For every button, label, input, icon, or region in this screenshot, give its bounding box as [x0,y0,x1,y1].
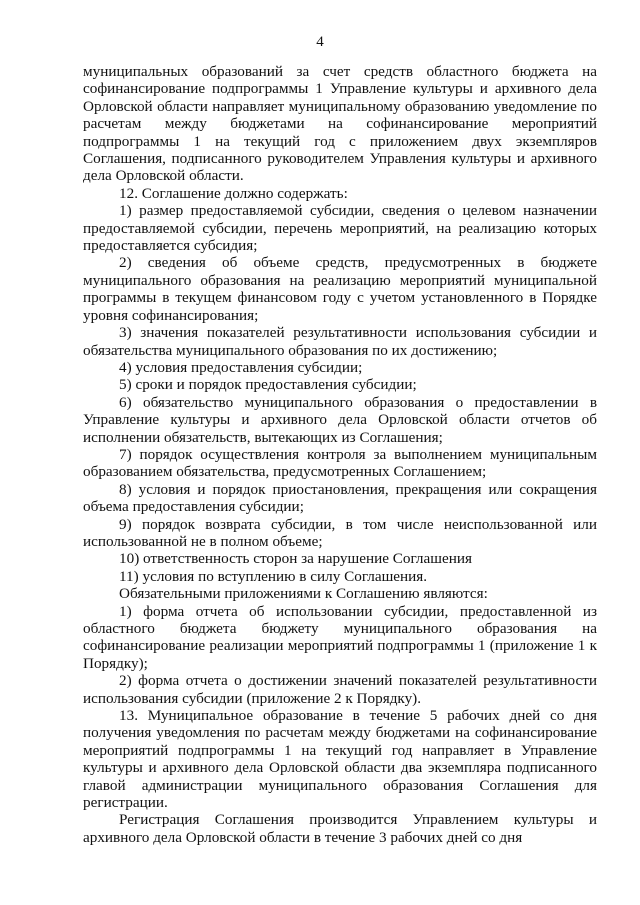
paragraph-appendices-heading: Обязательными приложениями к Соглашению являются: [119,585,488,603]
paragraph-registration: Регистрация Соглашения производится Управлением культуры и архивного дела Орловской области в течение 3 рабочих дней со дня [83,811,597,846]
page-number: 4 [316,34,324,50]
paragraph-list-item: 1) размер предоставляемой субсидии, сведения о целевом назначении предоставляемой субсидии, перечень мероприятий, на реализацию которых предоставляется субсидия; [83,202,597,255]
paragraph-item-12-heading: 12. Соглашение должно содержать: [119,184,348,202]
paragraph-list-item: 2) сведения об объеме средств, предусмотренных в бюджете муниципального образования на реализацию мероприятий муниципальной программы в текущем финансовом году с учетом установленного в Порядке уровня софинансирования; [83,254,597,324]
paragraph-list-item: 1) форма отчета об использовании субсидии, предоставленной из областного бюджета бюджету муниципального образования на софинансирование реализации мероприятий подпрограммы 1 (приложение 1 к Порядку); [83,602,597,672]
paragraph-continuation: муниципальных образований за счет средств областного бюджета на софинансирование подпрограммы 1 Управление культуры и архивного дела Орловской области направляет муниципальному образованию уведомление по расчетам между бюджетами на софинансирование мероприятий подпрограммы 1 на текущий год с приложением двух экземпляров Соглашения, подписанного руководителем Управления культуры и архивного дела Орловской области. [83,63,597,185]
paragraph-list-item: 8) условия и порядок приостановления, прекращения или сокращения объема предоставления субсидии; [83,480,597,516]
paragraph-list-item: 3) значения показателей результативности использования субсидии и обязательства муниципального образования по их достижению; [83,324,597,359]
paragraph-list-item: 9) порядок возврата субсидии, в том числе неиспользованной или использованной не в полном объеме; [83,515,597,550]
paragraph-list-item: 10) ответственность сторон за нарушение Соглашения [119,550,472,568]
paragraph-list-item: 5) сроки и порядок предоставления субсидии; [119,376,417,394]
document-body [83,63,597,846]
paragraph-item-13: 13. Муниципальное образование в течение 5 рабочих дней со дня получения уведомления по расчетам между бюджетами на софинансирование мероприятий подпрограммы 1 на текущий год направляет в Управление культуры и архивного дела Орловской области два экземпляра подписанного главой администрации муниципального образования Соглашения для регистрации. [83,707,597,812]
paragraph-list-item: 11) условия по вступлению в силу Соглашения. [119,567,428,585]
paragraph-list-item: 4) условия предоставления субсидии; [119,358,363,376]
paragraph-list-item: 6) обязательство муниципального образования о предоставлении в Управление культуры и архивного дела Орловской области отчетов об исполнении обязательств, вытекающих из Соглашения; [83,393,597,446]
paragraph-list-item: 2) форма отчета о достижении значений показателей результативности использования субсидии (приложение 2 к Порядку). [83,672,597,707]
paragraph-list-item: 7) порядок осуществления контроля за выполнением муниципальным образованием обязательства, предусмотренных Соглашением; [83,445,597,481]
